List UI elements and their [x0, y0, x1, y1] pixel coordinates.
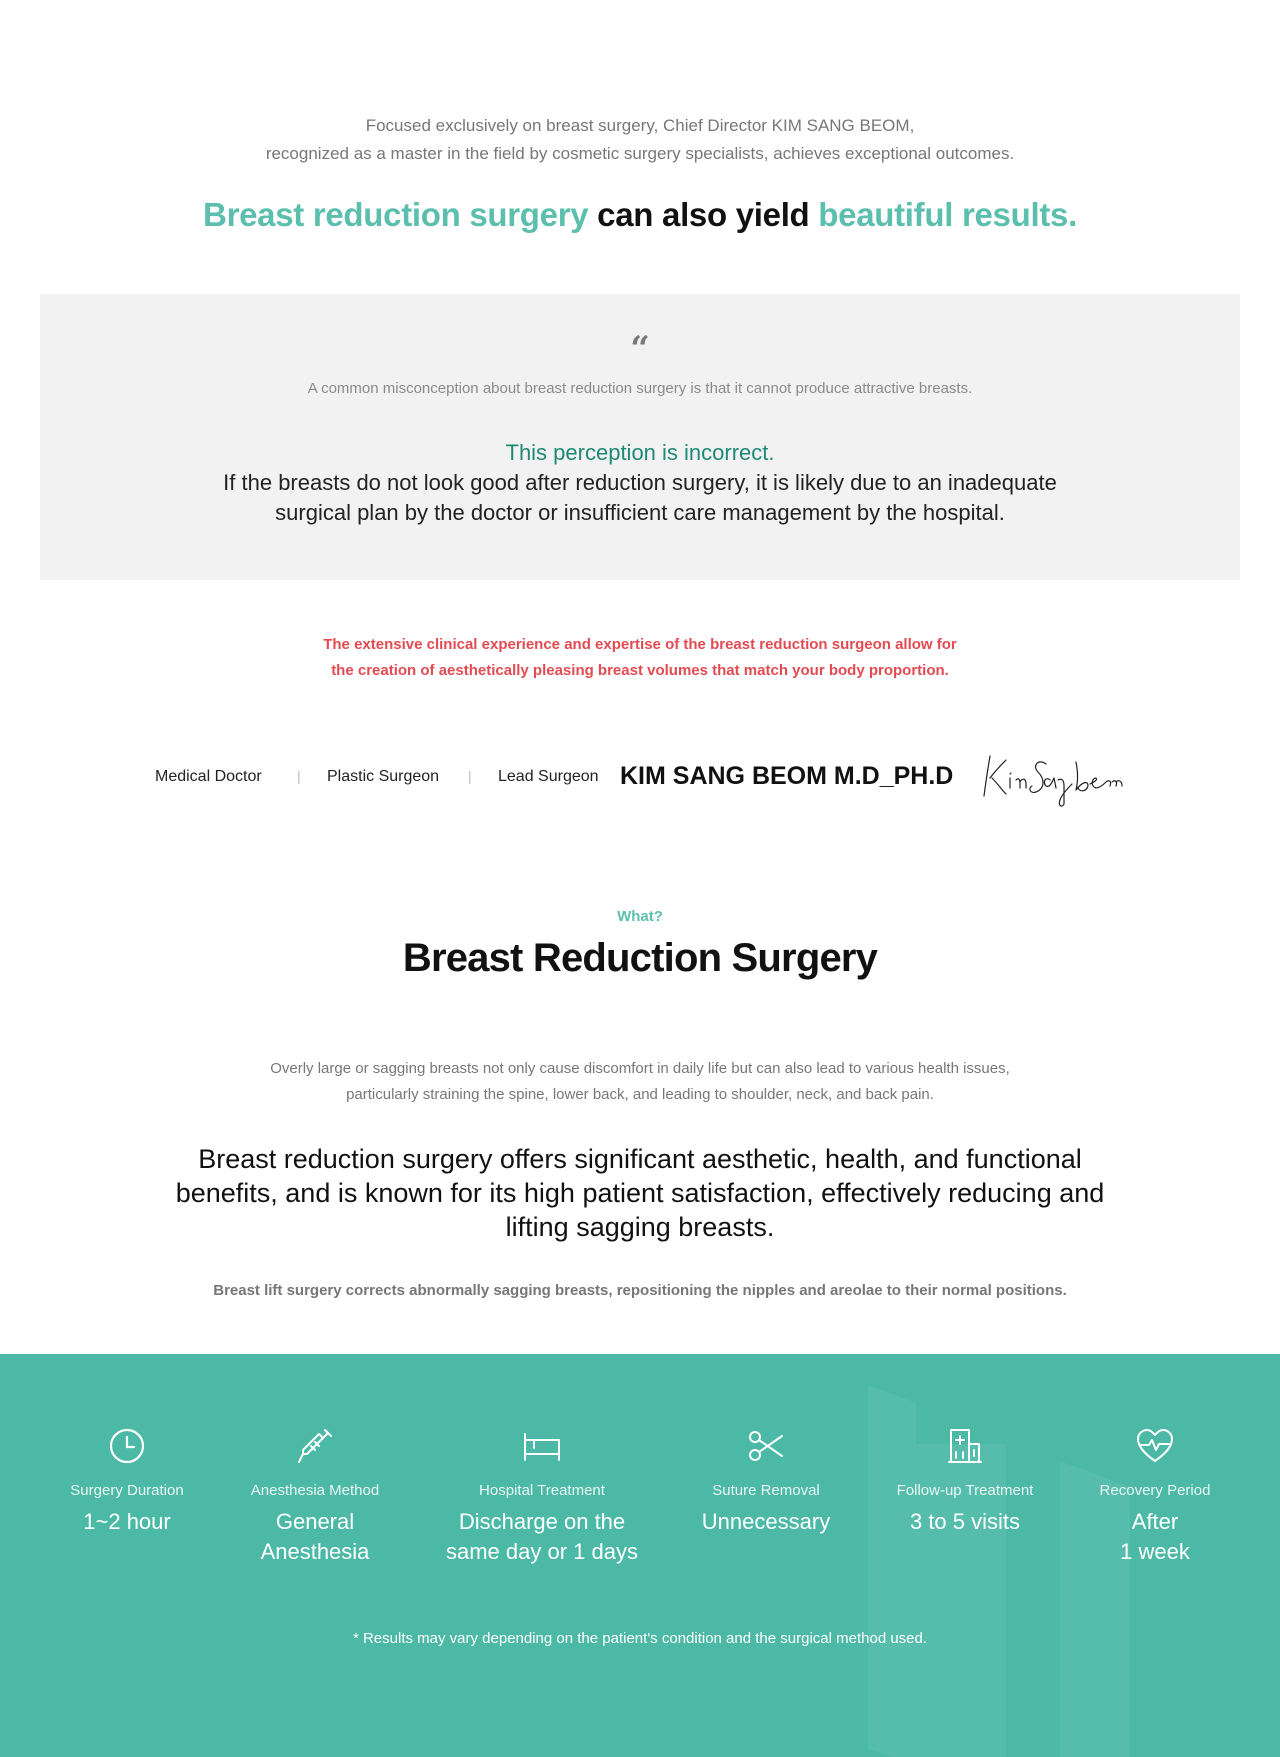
headline-accent-1: Breast reduction surgery	[203, 196, 589, 233]
stat-value: Discharge on the same day or 1 days	[446, 1509, 638, 1564]
role-separator: |	[468, 768, 472, 784]
intro-text	[0, 112, 1280, 168]
stat-label: Recovery Period	[1099, 1482, 1211, 1499]
stat-suture-removal	[676, 1426, 856, 1537]
role-medical-doctor: Medical Doctor	[155, 768, 262, 785]
intro-line-1: Focused exclusively on breast surgery, Chief Director KIM SANG BEOM,	[365, 116, 915, 135]
expertise-note-line-2: the creation of aesthetically pleasing breast volumes that match your body proportion.	[331, 662, 949, 679]
headline	[0, 196, 1280, 234]
clock-icon	[107, 1426, 147, 1466]
stat-anesthesia-method	[235, 1426, 395, 1567]
signature-image	[976, 748, 1126, 808]
expertise-note-line-1: The extensive clinical experience and expertise of the breast reduction surgeon allow for	[323, 636, 957, 653]
description-note: Breast lift surgery corrects abnormally sagging breasts, repositioning the nipples and areolae to their normal positions.	[213, 1282, 1067, 1299]
section-title: Breast Reduction Surgery	[402, 936, 878, 980]
description-intro-line-2: particularly straining the spine, lower back, and leading to shoulder, neck, and back pain.	[346, 1086, 934, 1103]
heart-pulse-icon	[1135, 1426, 1175, 1466]
headline-accent-2: beautiful results.	[818, 196, 1077, 233]
intro-line-2: recognized as a master in the field by cosmetic surgery specialists, achieves exceptional outcomes.	[265, 144, 1015, 163]
headline-middle: can also yield	[588, 196, 819, 233]
syringe-icon	[295, 1426, 335, 1466]
stat-hospital-treatment	[432, 1426, 652, 1567]
role-plastic-surgeon: Plastic Surgeon	[327, 768, 440, 785]
hospital-icon	[945, 1426, 985, 1466]
stat-value: 3 to 5 visits	[909, 1509, 1021, 1534]
stat-surgery-duration	[47, 1426, 207, 1537]
role-lead-surgeon: Lead Surgeon	[498, 768, 599, 785]
stat-value: Unnecessary	[701, 1509, 831, 1534]
description-intro-line-1: Overly large or sagging breasts not only cause discomfort in daily life but can also lead to various health issues,	[270, 1060, 1010, 1077]
quote-emphasis: This perception is incorrect.	[505, 440, 775, 465]
section-eyebrow: What?	[617, 908, 663, 925]
stat-label: Follow-up Treatment	[896, 1482, 1034, 1499]
stat-label: Surgery Duration	[70, 1482, 184, 1499]
stat-value: 1~2 hour	[83, 1509, 171, 1534]
description-intro	[0, 1056, 1280, 1108]
quote-body-line-1: If the breasts do not look good after reduction surgery, it is likely due to an inadequate	[223, 470, 1057, 495]
role-separator: |	[297, 768, 301, 784]
expertise-note	[0, 632, 1280, 684]
results-disclaimer: * Results may vary depending on the patient's condition and the surgical method used.	[352, 1630, 928, 1647]
quote-box	[40, 294, 1240, 580]
description-main: Breast reduction surgery offers significant aesthetic, health, and functional benefits, and is known for its high patient satisfaction, effectively reducing and lifting sagging breasts.	[175, 1144, 1105, 1242]
stat-follow-up-treatment	[880, 1426, 1050, 1537]
bed-icon	[522, 1426, 562, 1466]
quote-body-line-2: surgical plan by the doctor or insufficient care management by the hospital.	[275, 500, 1005, 525]
stat-value: After 1 week	[1120, 1509, 1190, 1564]
doctor-name: KIM SANG BEOM M.D_PH.D	[620, 762, 954, 790]
quote-icon: “	[630, 329, 650, 369]
stat-recovery-period	[1074, 1426, 1236, 1567]
quote-misconception: A common misconception about breast reduction surgery is that it cannot produce attractive breasts.	[307, 380, 973, 397]
quote-body	[40, 468, 1240, 528]
stat-value: General Anesthesia	[260, 1509, 370, 1564]
doctor-credentials	[0, 756, 1280, 806]
scissors-icon	[746, 1426, 786, 1466]
stat-label: Anesthesia Method	[250, 1482, 380, 1499]
stat-label: Hospital Treatment	[479, 1482, 605, 1499]
surgery-info-band	[0, 1354, 1280, 1757]
stat-label: Suture Removal	[712, 1482, 820, 1499]
